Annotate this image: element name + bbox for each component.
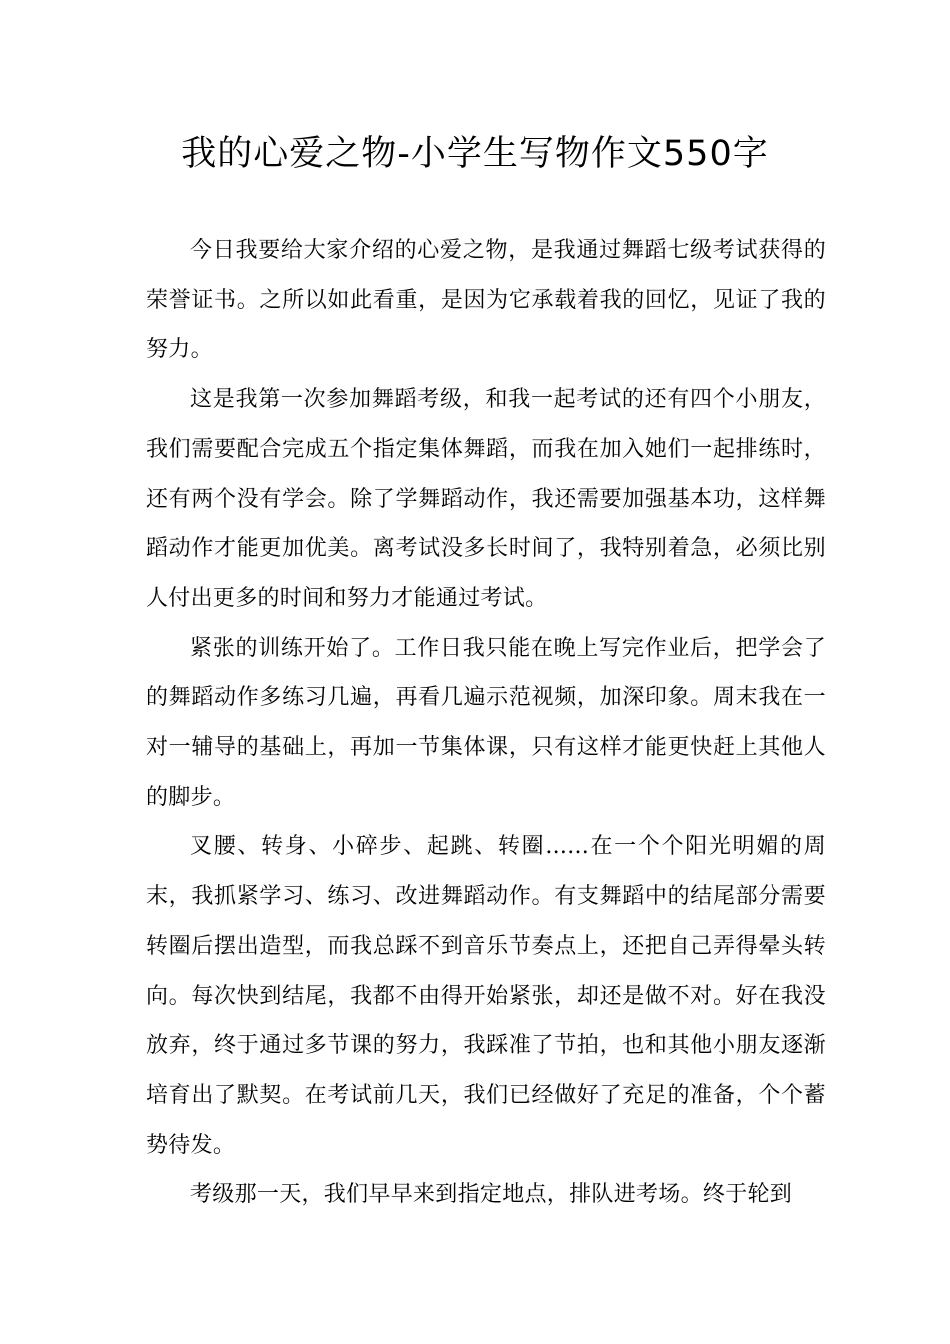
- paragraph-1: 今日我要给大家介绍的心爱之物，是我通过舞蹈七级考试获得的荣誉证书。之所以如此看重，是因为它承载着我的回忆，见证了我的努力。: [146, 238, 826, 363]
- paragraph-4: 叉腰、转身、小碎步、起跳、转圈......在一个个阳光明媚的周末，我抓紧学习、练习、改进舞蹈动作。有支舞蹈中的结尾部分需要转圈后摆出造型，而我总踩不到音乐节奏点上，还把自己弄得晕头转向。每次快到结尾，我都不由得开始紧张，却还是做不对。好在我没放弃，终于通过多节课的努力，我踩准了节拍，也和其他小朋友逐渐培育出了默契。在考试前几天，我们已经做好了充足的准备，个个蓄势待发。: [146, 834, 826, 1158]
- document-body: [146, 226, 826, 1220]
- paragraph-2: 这是我第一次参加舞蹈考级，和我一起考试的还有四个小朋友，我们需要配合完成五个指定集体舞蹈，而我在加入她们一起排练时，还有两个没有学会。除了学舞蹈动作，我还需要加强基本功，这样舞蹈动作才能更加优美。离考试没多长时间了，我特别着急，必须比别人付出更多的时间和努力才能通过考试。: [146, 387, 826, 611]
- paragraph-5: 考级那一天，我们早早来到指定地点，排队进考场。终于轮到: [190, 1182, 793, 1208]
- paragraph-3: 紧张的训练开始了。工作日我只能在晚上写完作业后，把学会了的舞蹈动作多练习几遍，再看几遍示范视频，加深印象。周末我在一对一辅导的基础上，再加一节集体课，只有这样才能更快赶上其他人的脚步。: [146, 635, 826, 810]
- document-title: 我的心爱之物-小学生写物作文550字: [181, 134, 769, 174]
